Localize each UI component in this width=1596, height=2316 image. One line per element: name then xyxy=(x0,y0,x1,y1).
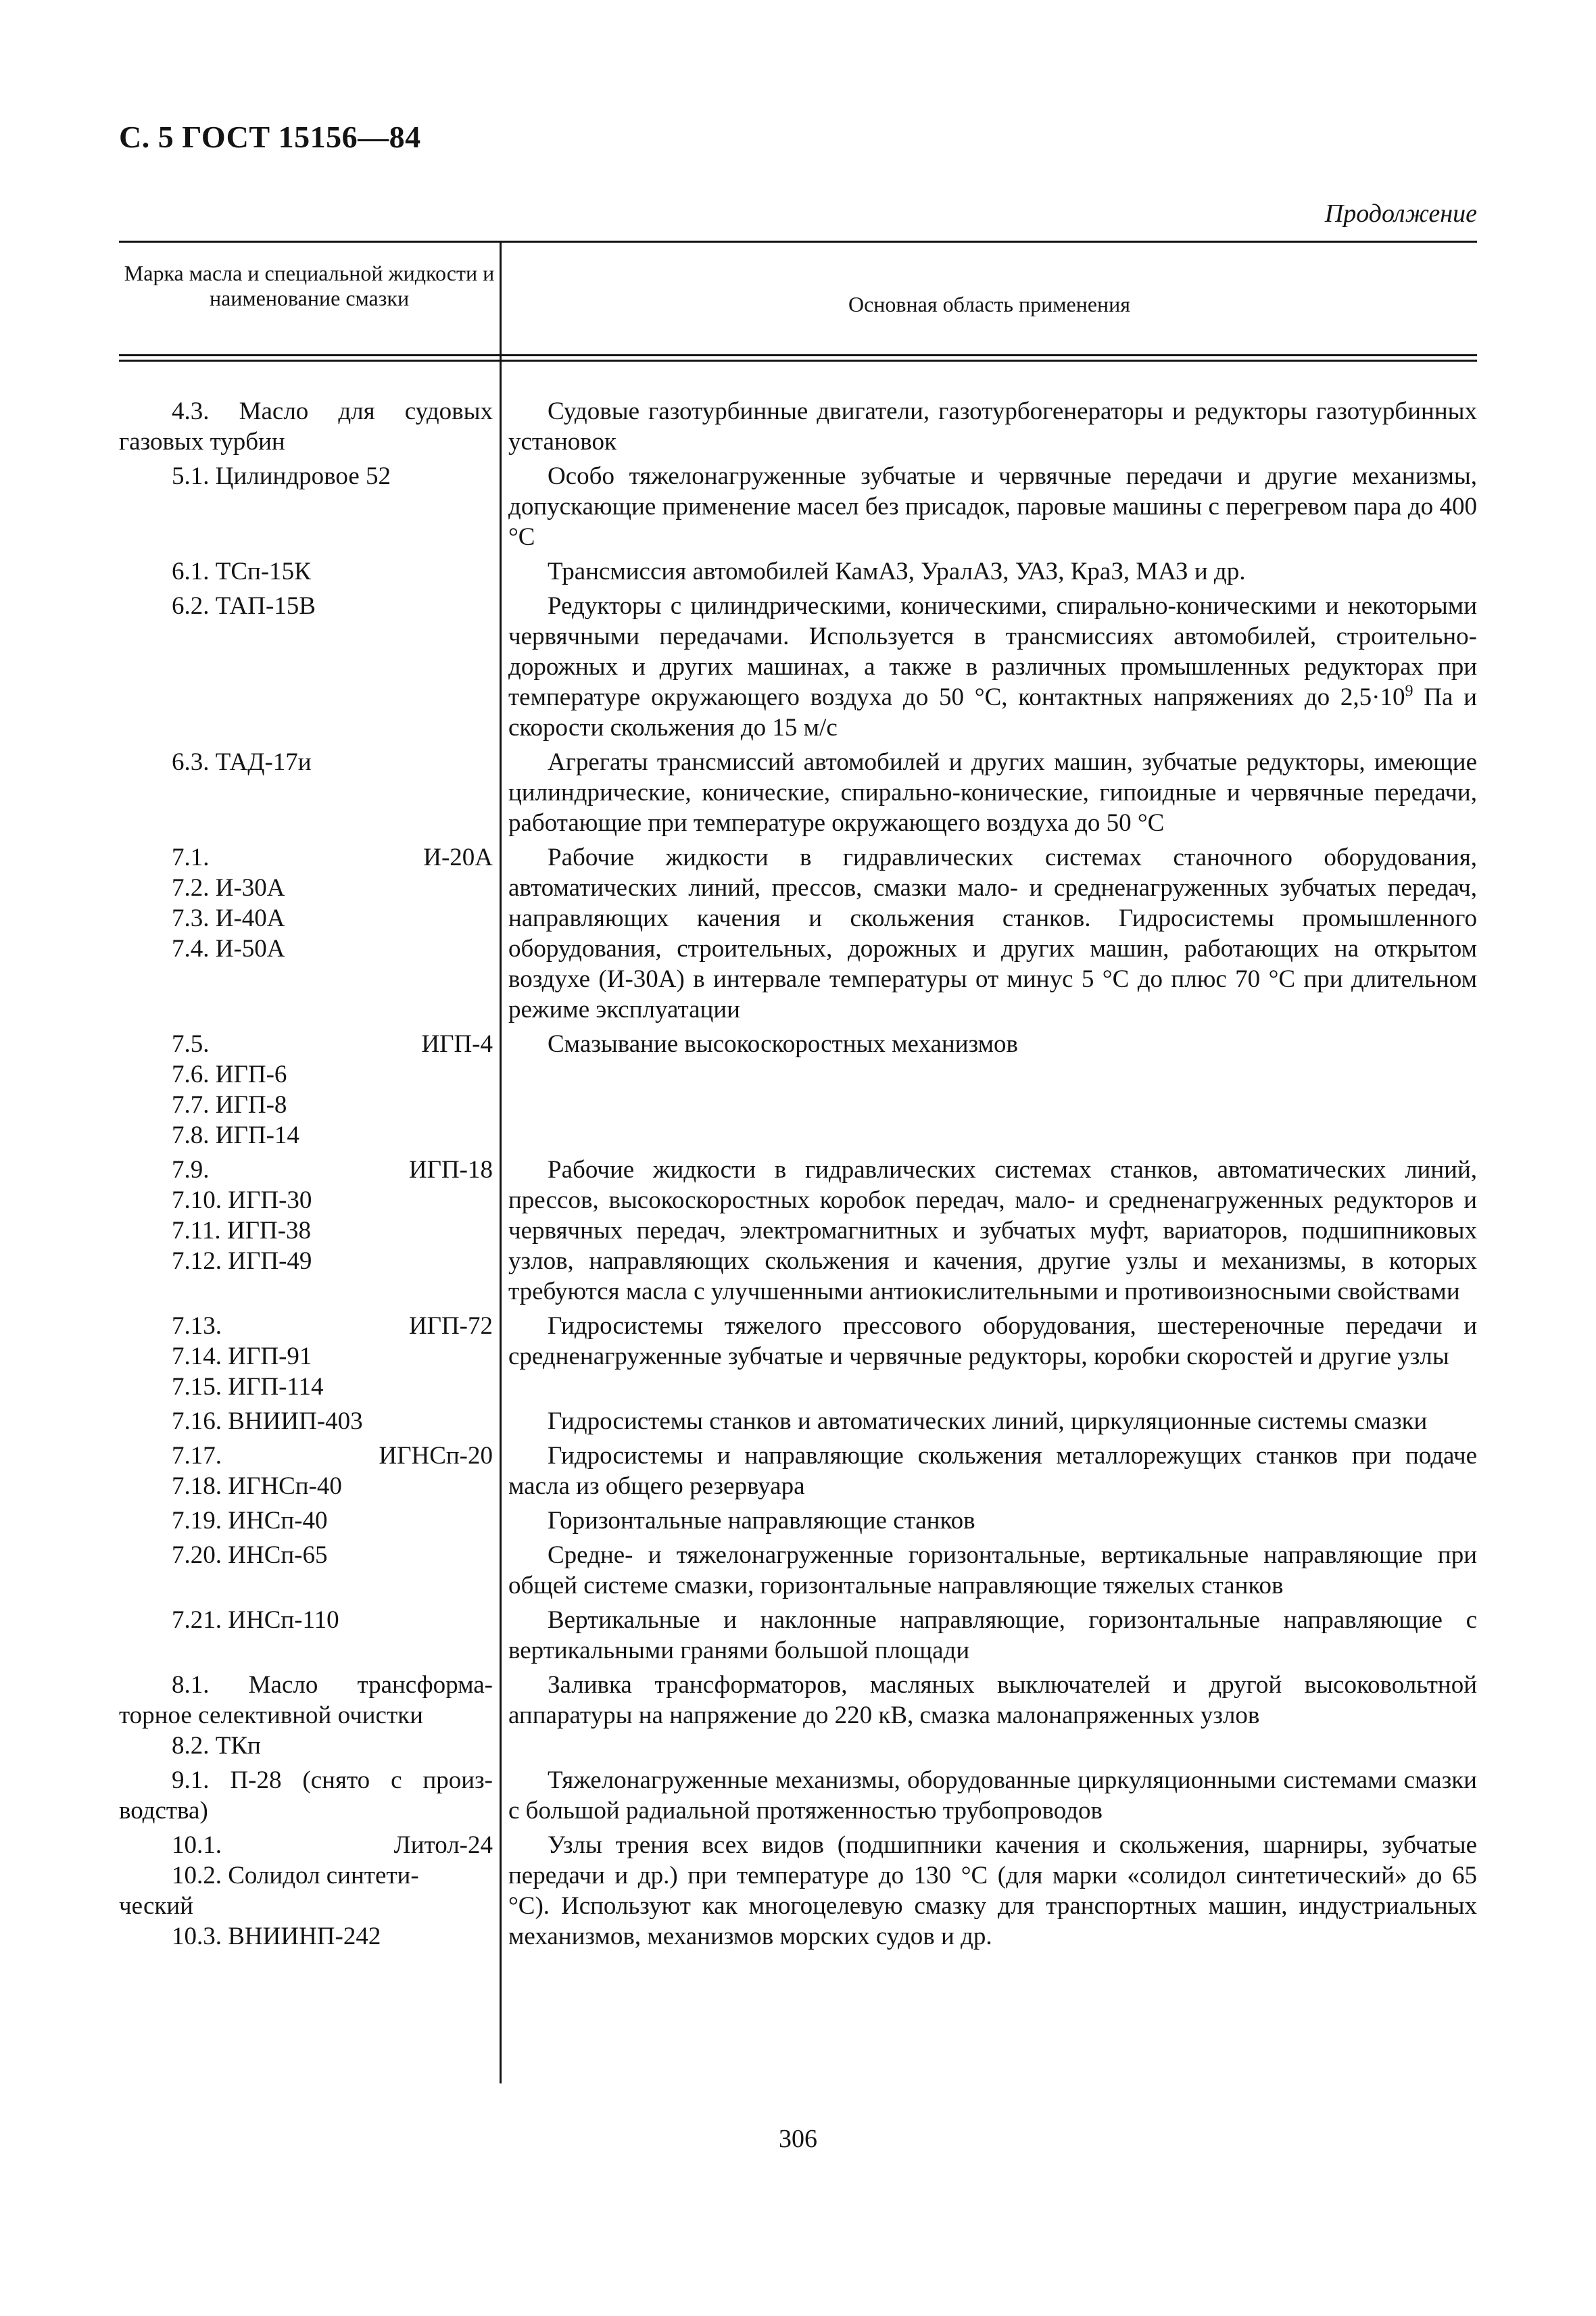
table-row xyxy=(119,1540,1477,1601)
page-number: 306 xyxy=(779,2125,817,2153)
mark-line: 7.12. ИГП-49 xyxy=(172,1247,312,1275)
header-rule xyxy=(119,354,1477,356)
table-row xyxy=(119,1029,1477,1151)
application-cell xyxy=(508,1605,1477,1666)
application-cell xyxy=(508,1311,1477,1402)
mark-cell xyxy=(119,1441,500,1501)
application-cell xyxy=(508,461,1477,552)
mark-line: 6.1. ТСп-15К xyxy=(172,558,311,585)
mark-cell xyxy=(119,1540,500,1601)
mark-cell xyxy=(119,1605,500,1666)
table-row xyxy=(119,396,1477,457)
mark-line: 7.10. ИГП-30 xyxy=(172,1186,312,1214)
application-text: Редукторы с цилиндрическими, коническими, спирально-коническими и некоторыми червячными передачами. Используется в трансмиссиях автомобилей, строительно-дорожных и других машинах, а также в различных промышленных редукторах при температуре окружающего воздуха до 50 °С, контактных напряжениях до 2,5·10 xyxy=(508,592,1477,711)
application-text: Агрегаты трансмиссий автомобилей и других машин, зубчатые редукторы, имеющие цилиндрические, конические, спирально-конические, гипоидные и червячные передачи, работающие при температуре окружающего воздуха до 50 °С xyxy=(508,748,1477,837)
mark-line: 8.2. ТКп xyxy=(172,1732,261,1760)
application-cell xyxy=(508,842,1477,1025)
application-text: Горизонтальные направляющие станков xyxy=(548,1507,975,1535)
table-body xyxy=(119,396,1477,1956)
application-text: Тяжелонагруженные механизмы, оборудованные циркуляционными системами смазки с большой радиальной протяженностью трубопроводов xyxy=(508,1766,1477,1825)
application-cell xyxy=(508,591,1477,743)
mark-line: 7.11. ИГП-38 xyxy=(172,1217,312,1245)
table-row xyxy=(119,747,1477,838)
header-rule-double xyxy=(119,360,1477,362)
mark-line: 6.2. ТАП-15В xyxy=(172,592,316,620)
mark-line: 7.6. ИГП-6 xyxy=(172,1061,287,1088)
mark-line: 7.14. ИГП-91 xyxy=(172,1343,312,1370)
application-cell xyxy=(508,1406,1477,1437)
application-cell xyxy=(508,1441,1477,1501)
mark-line: 6.3. ТАД-17и xyxy=(172,748,312,776)
mark-line: 10.1. Литол-24 xyxy=(172,1831,493,1859)
mark-line: 7.4. И-50А xyxy=(172,935,285,963)
mark-cell xyxy=(119,1505,500,1536)
mark-line: 7.1. И-20А xyxy=(172,844,493,871)
mark-cell xyxy=(119,396,500,457)
application-text: Гидросистемы станков и автоматических линий, циркуляционные системы смазки xyxy=(548,1407,1428,1435)
application-text-tail: Па и скорости скольжения до 15 м/с xyxy=(508,683,1477,742)
column-header-mark: Марка масла и специальной жидкости и наименование смазки xyxy=(124,261,495,310)
table-row xyxy=(119,842,1477,1025)
mark-cell xyxy=(119,1406,500,1437)
table-row xyxy=(119,1765,1477,1826)
column-header-application: Основная область применения xyxy=(848,292,1131,316)
mark-cell xyxy=(119,1670,500,1761)
mark-line: газовых турбин xyxy=(119,428,285,456)
mark-cell xyxy=(119,1155,500,1307)
table-row xyxy=(119,1441,1477,1501)
mark-cell xyxy=(119,1029,500,1151)
mark-line: 7.3. И-40А xyxy=(172,904,285,932)
application-cell xyxy=(508,556,1477,587)
continuation-label: Продолжение xyxy=(1324,199,1477,228)
mark-line: 4.3. Масло для судовых xyxy=(172,397,493,425)
mark-line: 10.3. ВНИИНП-242 xyxy=(172,1923,381,1950)
superscript-exponent: 9 xyxy=(1405,682,1413,700)
table-row xyxy=(119,1311,1477,1402)
mark-cell xyxy=(119,842,500,1025)
mark-cell xyxy=(119,461,500,552)
mark-cell xyxy=(119,1765,500,1826)
application-cell xyxy=(508,747,1477,838)
mark-line: 10.2. Солидол синтети- xyxy=(172,1862,419,1889)
mark-line: 7.17. ИГНСп-20 xyxy=(172,1442,493,1470)
application-text: Особо тяжелонагруженные зубчатые и червячные передачи и другие механизмы, допускающие применение масел без присадок, паровые машины с перегревом пара до 400 °С xyxy=(508,462,1477,551)
mark-line: 7.13. ИГП-72 xyxy=(172,1312,493,1340)
application-cell xyxy=(508,1155,1477,1307)
mark-line: 7.15. ИГП-114 xyxy=(172,1373,324,1401)
mark-line: 7.19. ИНСп-40 xyxy=(172,1507,328,1535)
mark-line: 8.1. Масло трансформа- xyxy=(172,1671,493,1699)
table-row xyxy=(119,1155,1477,1307)
table-row xyxy=(119,1406,1477,1437)
mark-line: 7.5. ИГП-4 xyxy=(172,1030,493,1058)
application-cell xyxy=(508,1765,1477,1826)
mark-line: 7.8. ИГП-14 xyxy=(172,1121,299,1149)
mark-line: 7.21. ИНСп-110 xyxy=(172,1606,339,1634)
mark-cell xyxy=(119,556,500,587)
mark-cell xyxy=(119,1830,500,1952)
mark-cell xyxy=(119,747,500,838)
application-cell xyxy=(508,1505,1477,1536)
page-header-title: С. 5 ГОСТ 15156—84 xyxy=(119,120,421,154)
application-cell xyxy=(508,396,1477,457)
table-row xyxy=(119,1830,1477,1952)
application-text: Заливка трансформаторов, масляных выключателей и другой высоковольтной аппаратуры на напряжение до 220 кВ, смазка малонапряженных узлов xyxy=(508,1671,1477,1729)
application-text: Рабочие жидкости в гидравлических системах станков, автоматических линий, прессов, высокоскоростных коробок передач, мало- и средненагруженных редукторов и червячных передач, электромагнитных и зубчатых муфт, вариаторов, подшипниковых узлов, направляющих скольжения и качения, другие узлы и механизмы, в которых требуются масла с улучшенными антиокислительными и противоизносными свойствами xyxy=(508,1156,1477,1305)
mark-line: 7.9. ИГП-18 xyxy=(172,1156,493,1184)
mark-cell xyxy=(119,1311,500,1402)
application-text: Средне- и тяжелонагруженные горизонтальные, вертикальные направляющие при общей системе смазки, горизонтальные направляющие тяжелых станков xyxy=(508,1541,1477,1599)
mark-line: ческий xyxy=(119,1892,193,1920)
mark-line: 7.16. ВНИИП-403 xyxy=(172,1407,363,1435)
application-text: Вертикальные и наклонные направляющие, горизонтальные направляющие с вертикальными гранями большой площади xyxy=(508,1606,1477,1664)
mark-cell xyxy=(119,591,500,743)
application-text: Рабочие жидкости в гидравлических системах станочного оборудования, автоматических линий, прессов, смазки мало- и средненагруженных зубчатых передач, направляющих качения и скольжения станков. Гидросистемы промышленного оборудования, строительных, дорожных и других машин, работающих на открытом воздухе (И-30А) в интервале температуры от минус 5 °С до плюс 70 °С при длительном режиме эксплуатации xyxy=(508,844,1477,1023)
mark-line: 7.7. ИГП-8 xyxy=(172,1091,287,1119)
application-cell xyxy=(508,1830,1477,1952)
mark-line: 7.2. И-30А xyxy=(172,874,285,902)
application-text: Узлы трения всех видов (подшипники качения и скольжения, шарниры, зубчатые передачи и др.) при температуре до 130 °С (для марки «солидол синтетический» до 65 °С). Используют как многоцелевую смазку для транспортных машин, индустриальных механизмов, механизмов морских судов и др. xyxy=(508,1831,1477,1950)
application-text: Судовые газотурбинные двигатели, газотурбогенераторы и редукторы газотурбинных установок xyxy=(508,397,1477,456)
table-row xyxy=(119,461,1477,552)
mark-line: 9.1. П-28 (снято с произ- xyxy=(172,1766,493,1794)
mark-line: 7.18. ИГНСп-40 xyxy=(172,1472,342,1500)
mark-line: 7.20. ИНСп-65 xyxy=(172,1541,328,1569)
application-text: Смазывание высокоскоростных механизмов xyxy=(548,1030,1018,1058)
mark-line: 5.1. Цилиндровое 52 xyxy=(172,462,391,490)
application-text: Трансмиссия автомобилей КамАЗ, УралАЗ, УАЗ, КраЗ, МАЗ и др. xyxy=(548,558,1246,585)
application-cell xyxy=(508,1540,1477,1601)
table-top-rule xyxy=(119,241,1477,243)
table-row xyxy=(119,1605,1477,1666)
mark-line: торное селективной очистки xyxy=(119,1702,423,1729)
table-row xyxy=(119,591,1477,743)
lubricants-table xyxy=(119,241,1477,2083)
mark-line: водства) xyxy=(119,1797,208,1825)
application-text: Гидросистемы тяжелого прессового оборудования, шестереночные передачи и средненагруженные зубчатые и червячные редукторы, коробки скоростей и другие узлы xyxy=(508,1312,1477,1370)
table-row xyxy=(119,1505,1477,1536)
table-row xyxy=(119,556,1477,587)
application-cell xyxy=(508,1670,1477,1761)
application-cell xyxy=(508,1029,1477,1151)
application-text: Гидросистемы и направляющие скольжения металлорежущих станков при подаче масла из общего резервуара xyxy=(508,1442,1477,1500)
table-row xyxy=(119,1670,1477,1761)
